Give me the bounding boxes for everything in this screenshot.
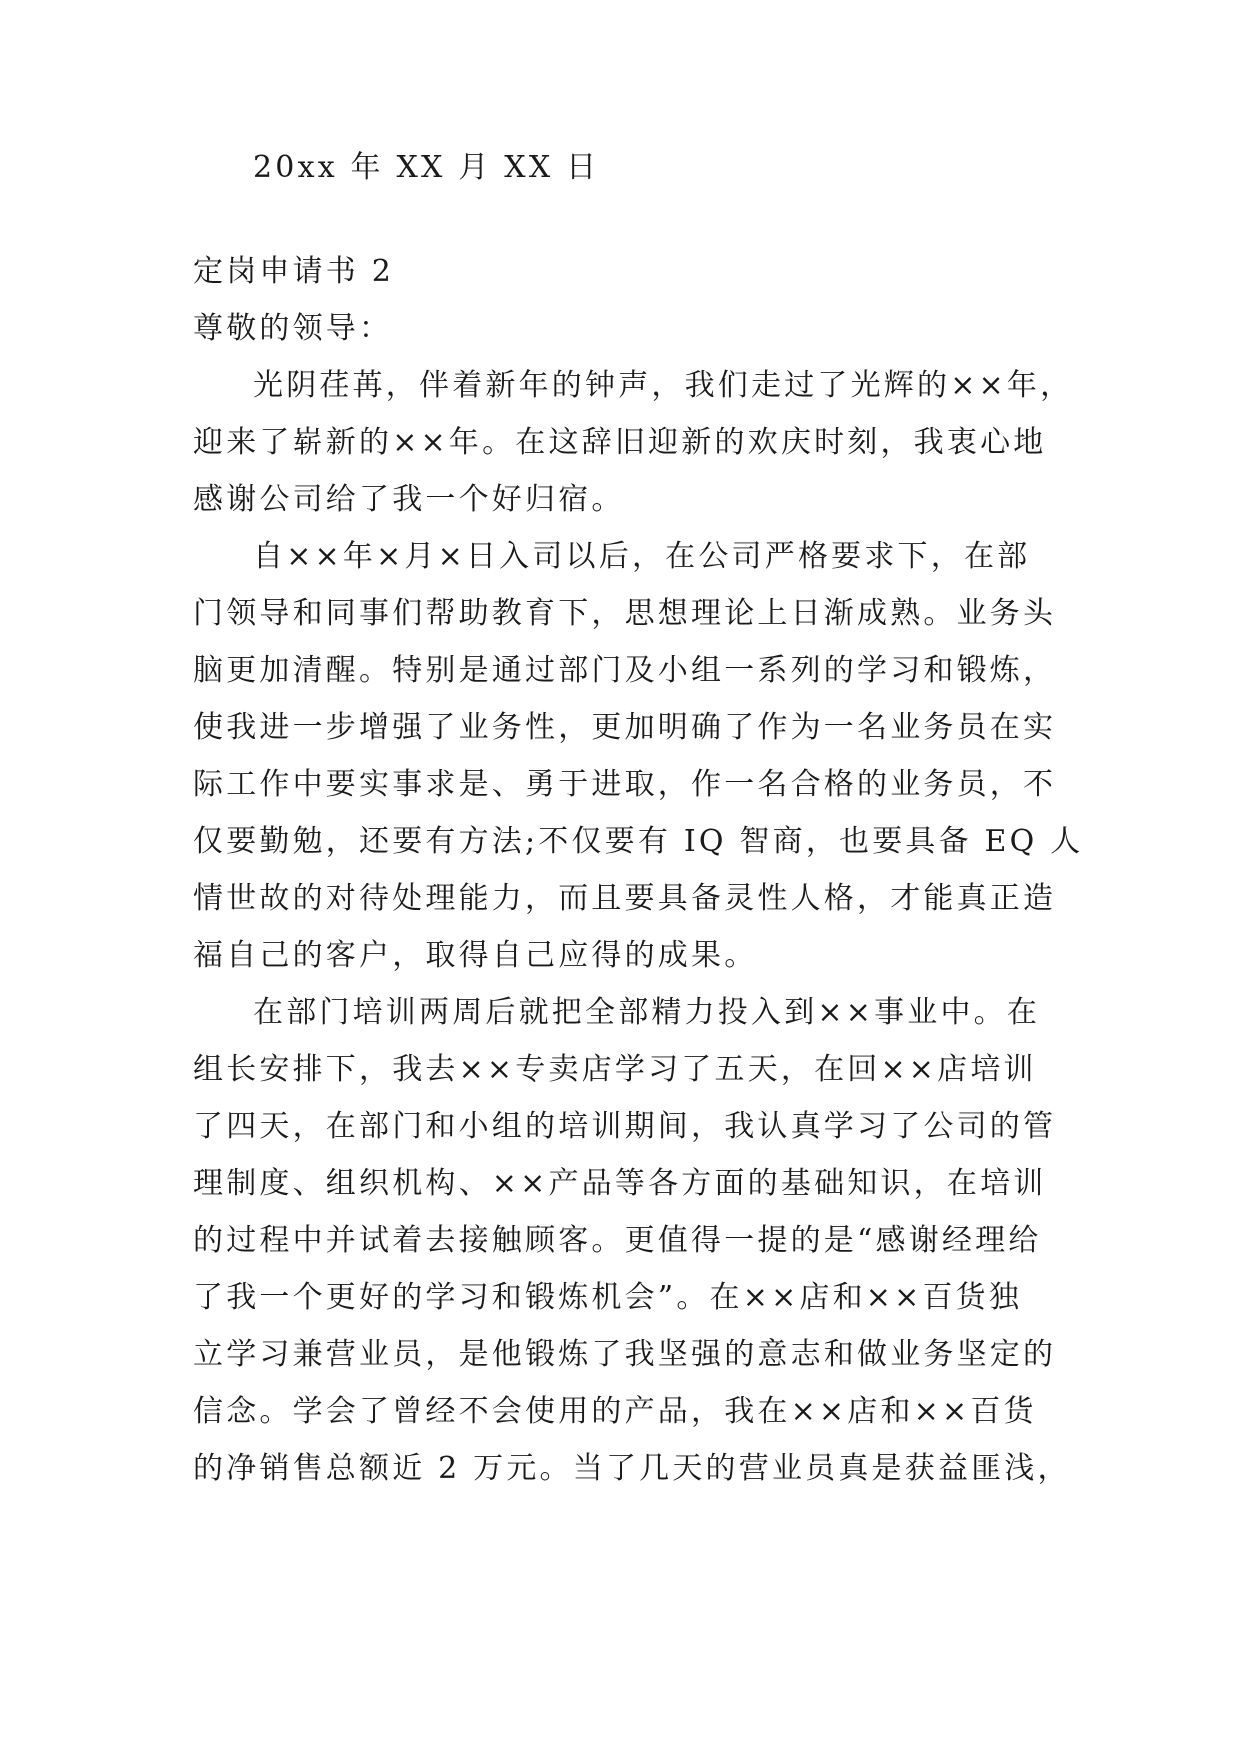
body-line: 的净销售总额近 2 万元。当了几天的营业员真是获益匪浅， — [193, 1451, 1071, 1486]
body-line: 迎来了崭新的××年。在这辞旧迎新的欢庆时刻，我衷心地 — [193, 425, 1047, 460]
body-line: 自××年×月×日入司以后，在公司严格要求下，在部 — [253, 539, 1031, 574]
body-line: 福自己的客户，取得自己应得的成果。 — [193, 938, 758, 973]
body-line: 立学习兼营业员，是他锻炼了我坚强的意志和做业务坚定的 — [193, 1337, 1057, 1372]
body-line: 的过程中并试着去接触顾客。更值得一提的是“感谢经理给 — [193, 1223, 1042, 1258]
salutation: 尊敬的领导： — [193, 311, 393, 346]
body-line: 情世故的对待处理能力，而且要具备灵性人格，才能真正造 — [193, 881, 1057, 916]
body-line: 组长安排下，我去××专卖店学习了五天，在回××店培训 — [193, 1052, 1037, 1087]
body-line: 脑更加清醒。特别是通过部门及小组一系列的学习和锻炼， — [193, 653, 1057, 688]
body-line: 使我进一步增强了业务性，更加明确了作为一名业务员在实 — [193, 710, 1057, 745]
body-line: 门领导和同事们帮助教育下，思想理论上日渐成熟。业务头 — [193, 596, 1057, 631]
body-line: 信念。学会了曾经不会使用的产品，我在××店和××百货 — [193, 1394, 1037, 1429]
body-line: 了四天，在部门和小组的培训期间，我认真学习了公司的管 — [193, 1109, 1057, 1144]
body-line: 光阴荏苒，伴着新年的钟声，我们走过了光辉的××年， — [253, 368, 1074, 403]
body-line: 在部门培训两周后就把全部精力投入到××事业中。在 — [253, 995, 1041, 1030]
body-line: 理制度、组织机构、××产品等各方面的基础知识，在培训 — [193, 1166, 1047, 1201]
body-line: 感谢公司给了我一个好归宿。 — [193, 482, 625, 517]
document-title: 定岗申请书 2 — [193, 254, 395, 289]
body-line: 仅要勤勉，还要有方法;不仅要有 IQ 智商，也要具备 EQ 人 — [193, 824, 1084, 859]
body-line: 际工作中要实事求是、勇于进取，作一名合格的业务员，不 — [193, 767, 1057, 802]
date-line: 20xx 年 XX 月 XX 日 — [253, 150, 600, 185]
body-line: 了我一个更好的学习和锻炼机会”。在××店和××百货独 — [193, 1280, 1023, 1315]
